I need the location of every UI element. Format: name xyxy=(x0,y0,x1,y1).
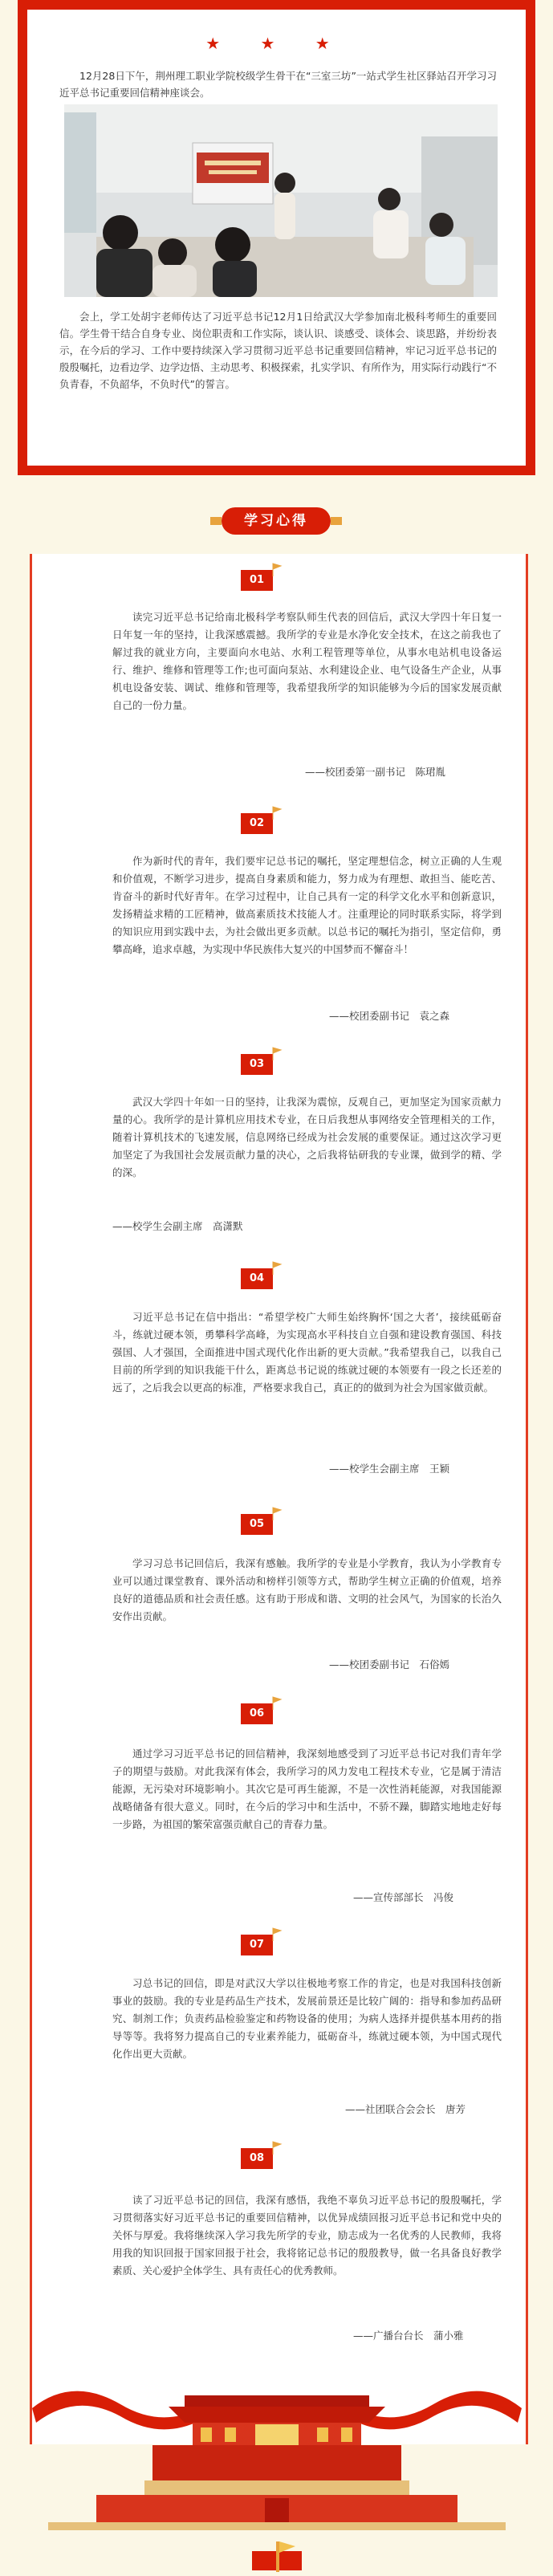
flag-icon xyxy=(271,805,283,820)
flag-icon xyxy=(271,1927,283,1941)
entry-text: 习近平总书记在信中指出：“希望学校广大师生始终胸怀‘国之大者’，接续砥砺奋斗，练就过硬本领，勇攀科学高峰，为实现高水平科技自立自强和建设教育强国、科技强国、人才强国，全面推进中国式现代化作出新的更大贡献。”我希望我自己，以我自己目前的所学到的知识我能干什么，距离总书记说的练就过硬的本领要有一段之长还差的远了，之后我会以更高的标准，严格要求我自己，真正的的做到为社会为国家做贡献。 xyxy=(112,1311,502,1394)
section-header xyxy=(222,504,331,538)
tiananmen-icon xyxy=(0,2360,553,2573)
entry-number: 07 xyxy=(241,1935,273,1955)
entry-number: 02 xyxy=(241,813,273,834)
entry-number: 05 xyxy=(241,1514,273,1535)
entry-number: 06 xyxy=(241,1703,273,1724)
flag-icon xyxy=(271,562,283,576)
flag-icon xyxy=(271,1695,283,1710)
news-card xyxy=(27,10,526,466)
section-title: 学习心得 xyxy=(222,507,331,535)
entry-signature: ——校团委副书记 石俗嫣 xyxy=(329,1658,450,1671)
entry-signature: ——校学生会副主席 高潇默 xyxy=(112,1220,243,1232)
news-intro: 12月28日下午，荆州理工职业学院校级学生骨干在“三室三坊”一站式学生社区驿站召开学习习近平总书记重要回信精神座谈会。 xyxy=(59,70,497,99)
entry-text: 习总书记的回信，即是对武汉大学以往极地考察工作的肯定，也是对我国科技创新事业的鼓励。我的专业是药品生产技术，发展前景还是比较广阔的：指导和参加药品研究、制剂工作；负责药品检验鉴定和药物设备的使用；为病人选择并提供基本用药的指导等等。我将努力提高自己的专业素养能力，砥砺奋斗，练就过硬本领，为中国式现代化作出更大贡献。 xyxy=(112,1977,502,2060)
entry-text: 作为新时代的青年，我们要牢记总书记的嘱托，坚定理想信念，树立正确的人生观和价值观，不断学习进步，提高自身素质和能力，努力成为有理想、敢担当、能吃苦、肯奋斗的新时代好青年。在学习过程中，让自己具有一定的科学文化水平和创新意识，发扬精益求精的工匠精神，做高素质技术技能人才。注重理论的同时联系实际，将学到的知识应用到实践中去，为社会做出更多贡献。以总书记的嘱托为指引，坚定信仰，勇攀高峰，追求卓越，为实现中华民族伟大复兴的中国梦而不懈奋斗！ xyxy=(112,855,502,955)
entry-text: 读完习近平总书记给南北极科学考察队师生代表的回信后，武汉大学四十年日复一日年复一年的坚持，让我深感震撼。我所学的专业是水净化安全技术，在这之前我也了解过我的就业方向，主要面向水电站、水利工程管理等单位，从事水电站机电设备运行、维护、维修和管理等工作;也可面向泵站、水利建设企业、电气设备生产企业，从事机电设备安装、调试、维修和管理等，我希望我所学的知识能够为今后的国家发展贡献自己的一份力量。 xyxy=(112,611,502,711)
ribbon-right-icon xyxy=(331,517,342,525)
flag-icon xyxy=(271,1506,283,1520)
entry-number: 03 xyxy=(241,1054,273,1075)
entry-signature: ——广播台台长 蒲小雅 xyxy=(353,2330,464,2342)
entry-number: 08 xyxy=(241,2148,273,2169)
entry-text: 读了习近平总书记的回信，我深有感悟，我绝不辜负习近平总书记的殷殷嘱托，学习贯彻落实好习近平总书记的重要回信精神，以优异成绩回报习近平总书记和党中央的关怀与厚爱。我将继续深入学习我先所学的专业，励志成为一名优秀的人民教师，我将用我的知识回报于国家回报于社会，我将铭记总书记的殷殷教导，做一名具备良好教学素质、关心爱护全体学生、具有责任心的优秀教师。 xyxy=(112,2194,502,2277)
entry-text: 学习习总书记回信后，我深有感触。我所学的专业是小学教育，我认为小学教育专业可以通过课堂教育、课外活动和榜样引领等方式，帮助学生树立正确的价值观，培养良好的道德品质和社会责任感。这有助于形成和谐、文明的社会风气，为国家的长治久安作出贡献。 xyxy=(112,1557,502,1622)
meeting-photo xyxy=(64,104,498,297)
entry-number: 04 xyxy=(241,1268,273,1289)
entry-signature: ——宣传部部长 冯俊 xyxy=(353,1891,454,1903)
footer-decoration xyxy=(0,2360,553,2573)
news-frame xyxy=(18,0,535,475)
reflections-card xyxy=(30,554,528,2444)
flag-icon xyxy=(271,1046,283,1060)
entry-signature: ——校团委副书记 袁之森 xyxy=(329,1010,450,1022)
entry-signature: ——校学生会副主席 王颖 xyxy=(329,1463,450,1475)
entry-text: 通过学习习近平总书记的回信精神，我深刻地感受到了习近平总书记对我们青年学子的期望与鼓励。对此我深有体会，我所学习的风力发电工程技术专业，它是属于清洁能源，无污染对环境影响小。其次它是可再生能源，不是一次性消耗能源，对我国能源战略储备有很大意义。同时，在今后的学习中和生活中，不骄不躁，脚踏实地地走好每一步路，为祖国的繁荣富强贡献自己的青春力量。 xyxy=(112,1748,502,1830)
news-body: 会上，学工处胡宇老师传达了习近平总书记12月1日给武汉大学参加南北极科考师生的重要回信。学生骨干结合自身专业、岗位职责和工作实际，谈认识、谈感受、谈体会、谈思路，并纷纷表示，在今后的学习、工作中要持续深入学习贯彻习近平总书记重要回信精神，牢记习近平总书记的殷殷嘱托，边看边学、边学边悟、主动思考、积极探索，扎实学识、有所作为，用实际行动践行“不负青春，不负韶华，不负时代”的誓言。 xyxy=(59,311,497,390)
entry-signature: ——社团联合会会长 唐芳 xyxy=(345,2103,466,2115)
star-icons: ★ ★ ★ xyxy=(205,34,348,53)
entry-text: 武汉大学四十年如一日的坚持，让我深为震惊，反观自己，更加坚定为国家贡献力量的心。我所学的是计算机应用技术专业，在日后我想从事网络安全管理相关的工作，随着计算机技术的飞速发展，信息网络已经成为社会发展的重要保证。通过这次学习更加坚定了为我国社会发展贡献力量的决心，之后我将钻研我的专业课，做到学的精、学的深。 xyxy=(112,1096,502,1178)
flag-icon xyxy=(271,2140,283,2155)
flag-icon xyxy=(271,1260,283,1275)
entry-signature: ——校团委第一副书记 陈珺胤 xyxy=(305,766,446,778)
entry-number: 01 xyxy=(241,570,273,591)
ribbon-left-icon xyxy=(210,517,222,525)
